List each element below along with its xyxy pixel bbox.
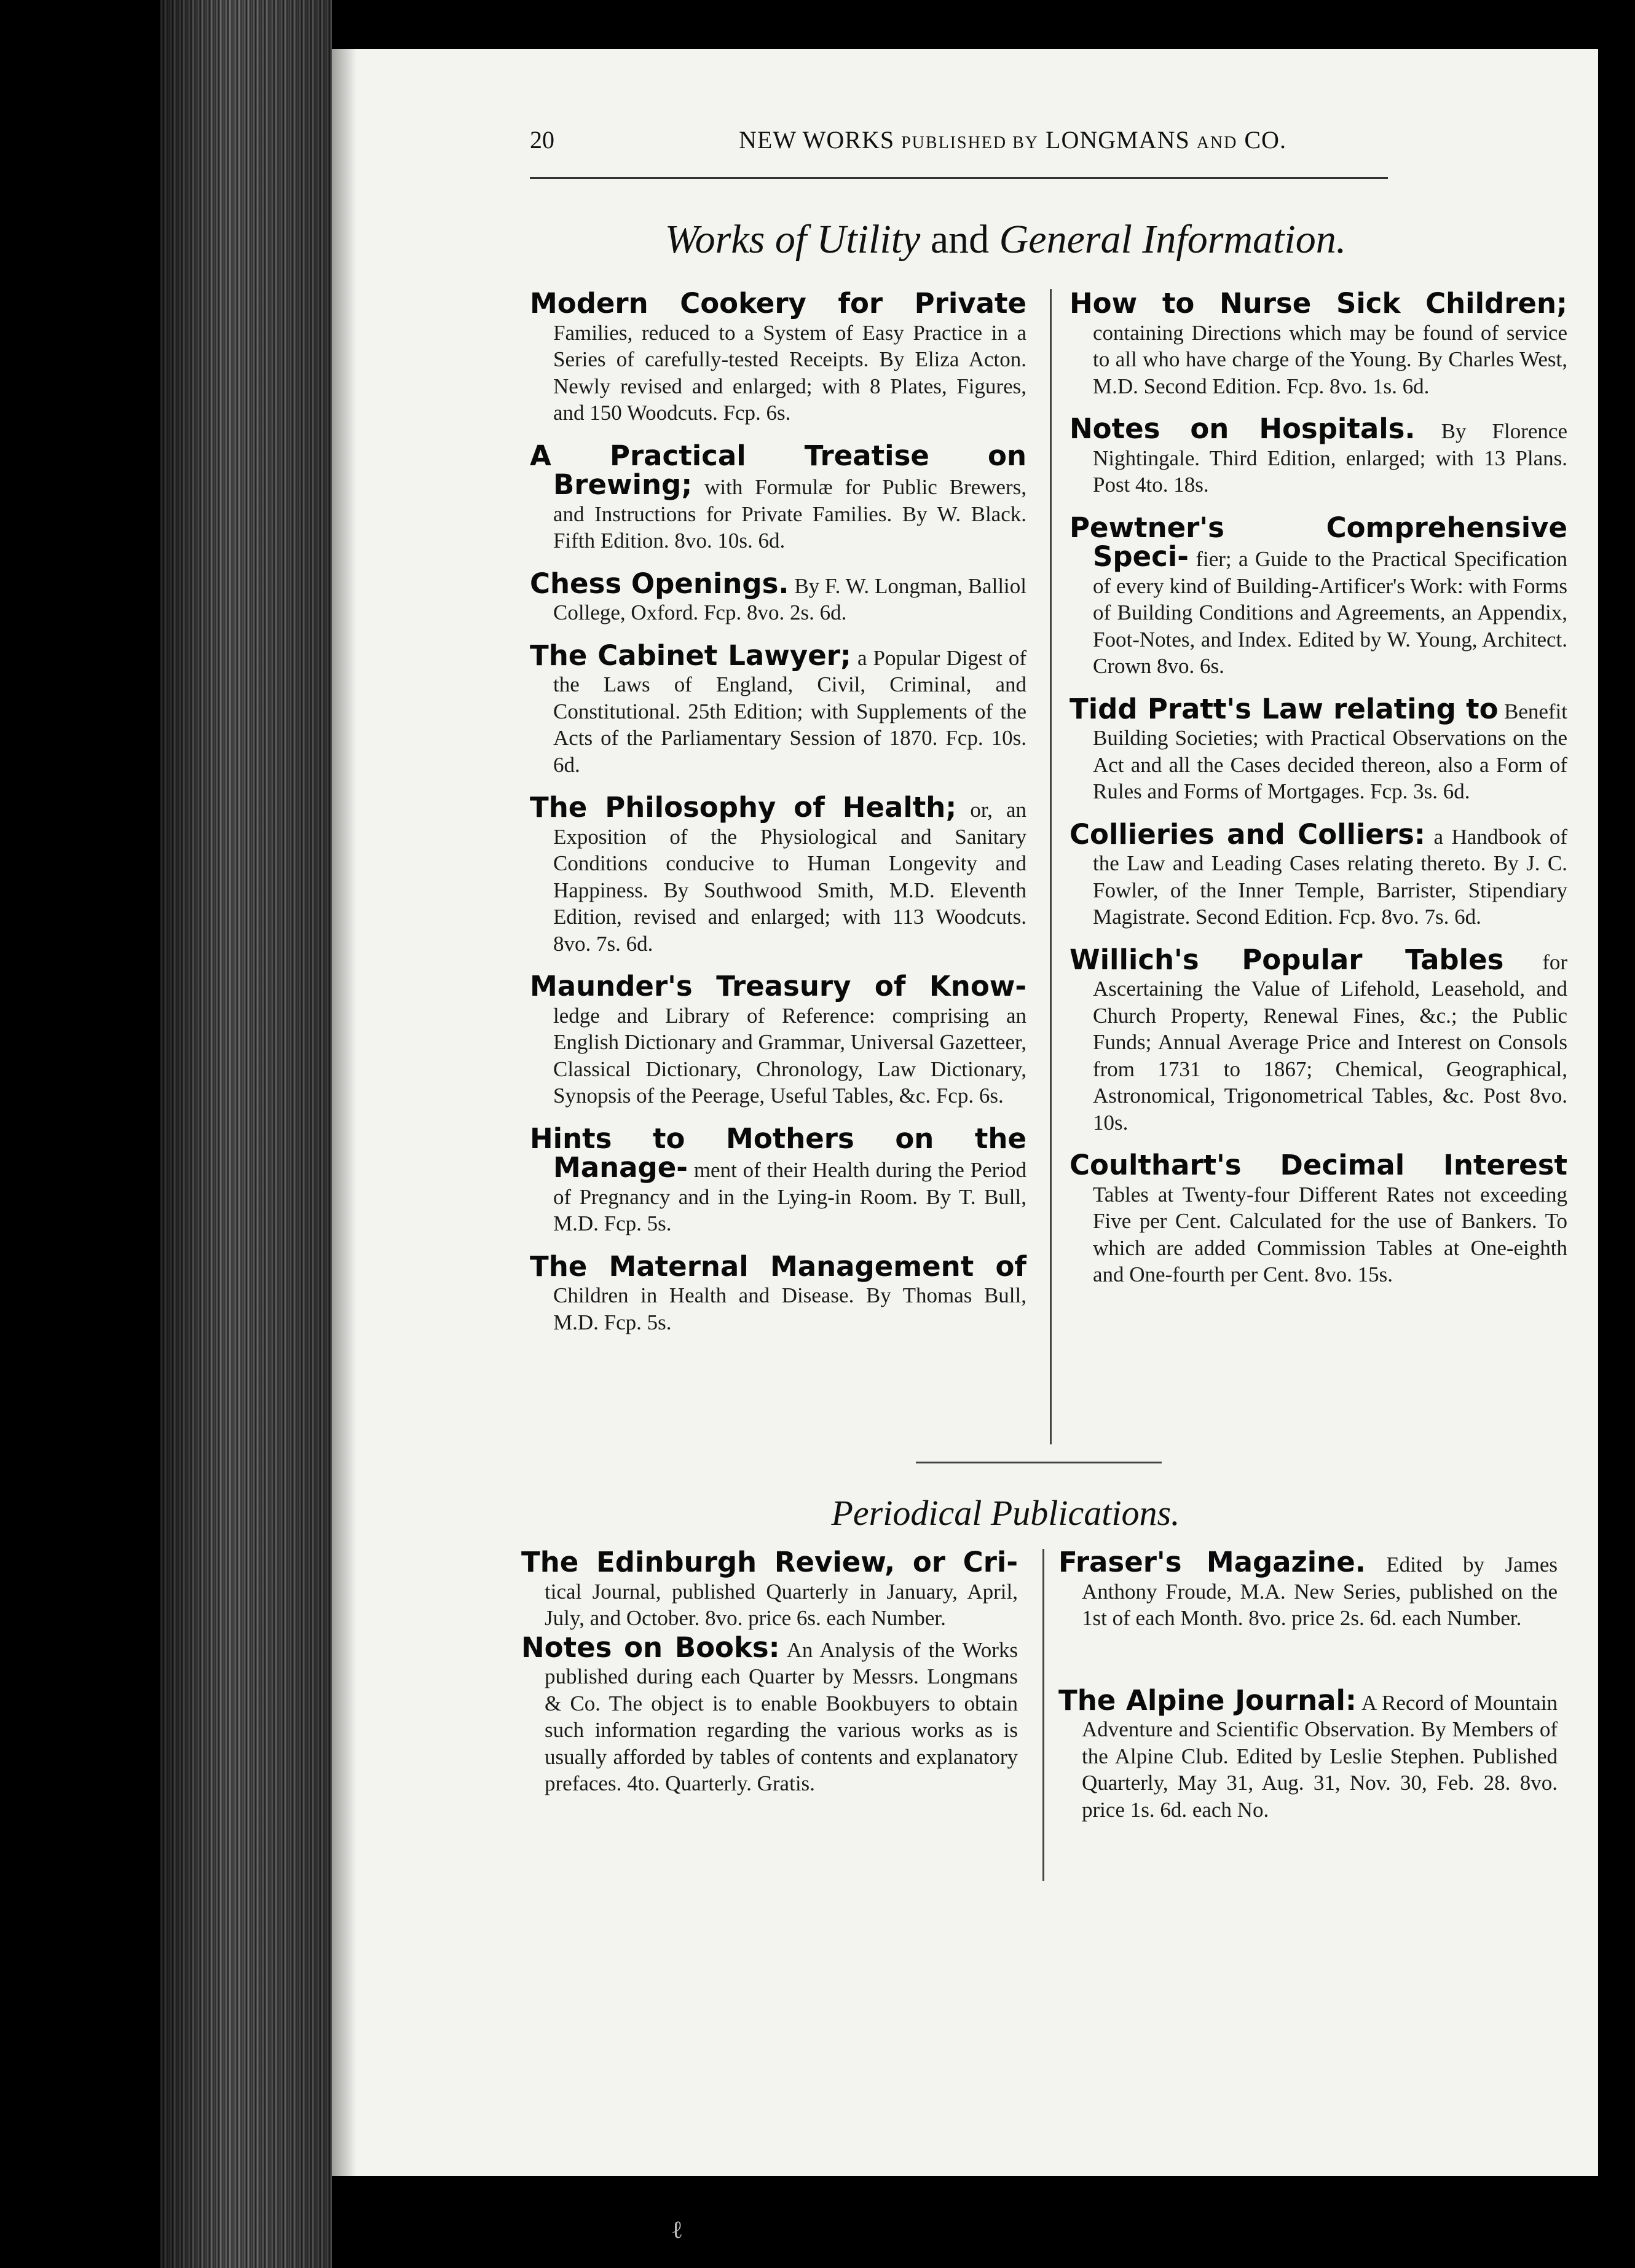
book-entry: Tidd Pratt's Law relating to Benefit Building Societies; with Practical Observations on the Act and all the Cases decided thereon, also a Form of Rules and Forms of Mortgages. Fcp. 3s. 6d.	[1070, 692, 1568, 803]
book-entry: Hints to Mothers on the Manage- ment of their Health during the Period of Pregnancy and in the Lying-in Room. By T. Bull, M.D. Fcp. 5s.	[530, 1122, 1027, 1235]
periodical-right-column	[1058, 1546, 1558, 1823]
periodical-left-column	[521, 1546, 1018, 1797]
book-entry: The Cabinet Lawyer; a Popular Digest of the Laws of England, Civil, Criminal, and Constitutional. 25th Edition; with Supplements of the Acts of the Parliamentary Session of 1870. Fcp. 10s. 6d.	[530, 639, 1027, 777]
book-entry: The Philosophy of Health; or, an Exposition of the Physiological and Sanitary Conditions conducive to Human Longevity and Happiness. By Southwood Smith, M.D. Eleventh Edition, revised and enlarged; with 113 Woodcuts. 8vo. 7s. 6d.	[530, 791, 1027, 956]
book-entry: The Maternal Management of Children in Health and Disease. By Thomas Bull, M.D. Fcp. 5s.	[530, 1250, 1026, 1334]
periodical-entry: Fraser's Magazine. Edited by James Anthony Froude, M.A. New Series, published on the 1st of each Month. 8vo. price 2s. 6d. each Number.	[1058, 1546, 1558, 1630]
book-entry: How to Nurse Sick Children; containing Directions which may be found of service to all who have charge of the Young. By Charles West, M.D. Second Edition. Fcp. 8vo. 1s. 6d.	[1070, 287, 1567, 398]
book-entry: Collieries and Colliers: a Handbook of the Law and Leading Cases relating thereto. By J. C. Fowler, of the Inner Temple, Barrister, Stipendiary Magistrate. Second Edition. Fcp. 8vo. 7s. 6d.	[1070, 817, 1568, 929]
book-entry: Notes on Hospitals. By Florence Nightingale. Third Edition, enlarged; with 13 Plans. Post 4to. 18s.	[1070, 412, 1568, 497]
book-entry: Pewtner's Comprehensive Speci- fier; a Guide to the Practical Specification of every kind of Building-Artificer's Work: with Forms of Building Conditions and Agreements, an Appendix, Foot-Notes, and Index. Edited by W. Young, Architect. Crown 8vo. 6s.	[1070, 511, 1568, 678]
section-divider	[916, 1462, 1162, 1463]
section-title-periodical: Periodical Publications.	[831, 1493, 1180, 1533]
periodical-entry: Notes on Books: An Analysis of the Works published during each Quarter by Messrs. Longmans & Co. The object is to enable Bookbuyers to obtain such information regarding the various works as is usually afforded by tables of contents and explanatory prefaces. 4to. Quarterly. Gratis.	[521, 1631, 1018, 1795]
book-entry: Modern Cookery for Private Families, reduced to a System of Easy Practice in a Series of carefully-tested Receipts. By Eliza Acton. Newly revised and enlarged; with 8 Plates, Figures, and 150 Woodcuts. Fcp. 6s.	[530, 287, 1026, 425]
gutter-shadow	[332, 49, 357, 2176]
periodical-entry: The Alpine Journal: A Record of Mountain Adventure and Scientific Observation. By Members of the Alpine Club. Edited by Leslie Stephen. Published Quarterly, May 31, Aug. 31, Nov. 30, Feb. 28. 8vo. price 1s. 6d. each No.	[1058, 1683, 1558, 1822]
book-entry: Willich's Popular Tables for Ascertaining the Value of Lifehold, Leasehold, and Church Property, Renewal Fines, &c.; the Public Funds; Annual Average Price and Interest on Consols from 1731 to 1867; Chemical, Geographical, Astronomical, Trigonometrical Tables, &c. Post 8vo. 10s.	[1070, 943, 1568, 1135]
running-head	[530, 120, 1388, 163]
section-title-utility: Works of Utility and General Information.	[664, 217, 1347, 262]
column-divider	[1042, 1549, 1044, 1881]
header-rule	[530, 177, 1388, 179]
utility-left-column	[530, 287, 1027, 1336]
book-edge-shadow	[160, 0, 332, 2268]
scan-artifact-mark: ℓ	[671, 2216, 684, 2243]
book-entry: Maunder's Treasury of Know- ledge and Library of Reference: comprising an English Dictionary and Grammar, Universal Gazetteer, Classical Dictionary, Chronology, Law Dictionary, Synopsis of the Peerage, Useful Tables, &c. Fcp. 6s.	[530, 970, 1026, 1108]
column-divider	[1050, 289, 1052, 1444]
header-title: NEW WORKS PUBLISHED BY LONGMANS AND CO.	[739, 126, 1286, 154]
book-entry: Coulthart's Decimal Interest Tables at Twenty-four Different Rates not exceeding Five per Cent. Calculated for the use of Bankers. To which are added Commission Tables at One-eighth and One-fourth per Cent. 8vo. 15s.	[1070, 1149, 1567, 1286]
periodical-entry: The Edinburgh Review, or Cri- tical Journal, published Quarterly in January, April, July, and October. 8vo. price 6s. each Number.	[521, 1546, 1018, 1630]
utility-right-column	[1070, 287, 1568, 1288]
book-entry: Chess Openings. By F. W. Longman, Balliol College, Oxford. Fcp. 8vo. 2s. 6d.	[530, 567, 1026, 624]
book-entry: A Practical Treatise on Brewing; with Formulæ for Public Brewers, and Instructions for Private Families. By W. Black. Fifth Edition. 8vo. 10s. 6d.	[530, 439, 1026, 553]
page-number: 20	[530, 126, 554, 154]
